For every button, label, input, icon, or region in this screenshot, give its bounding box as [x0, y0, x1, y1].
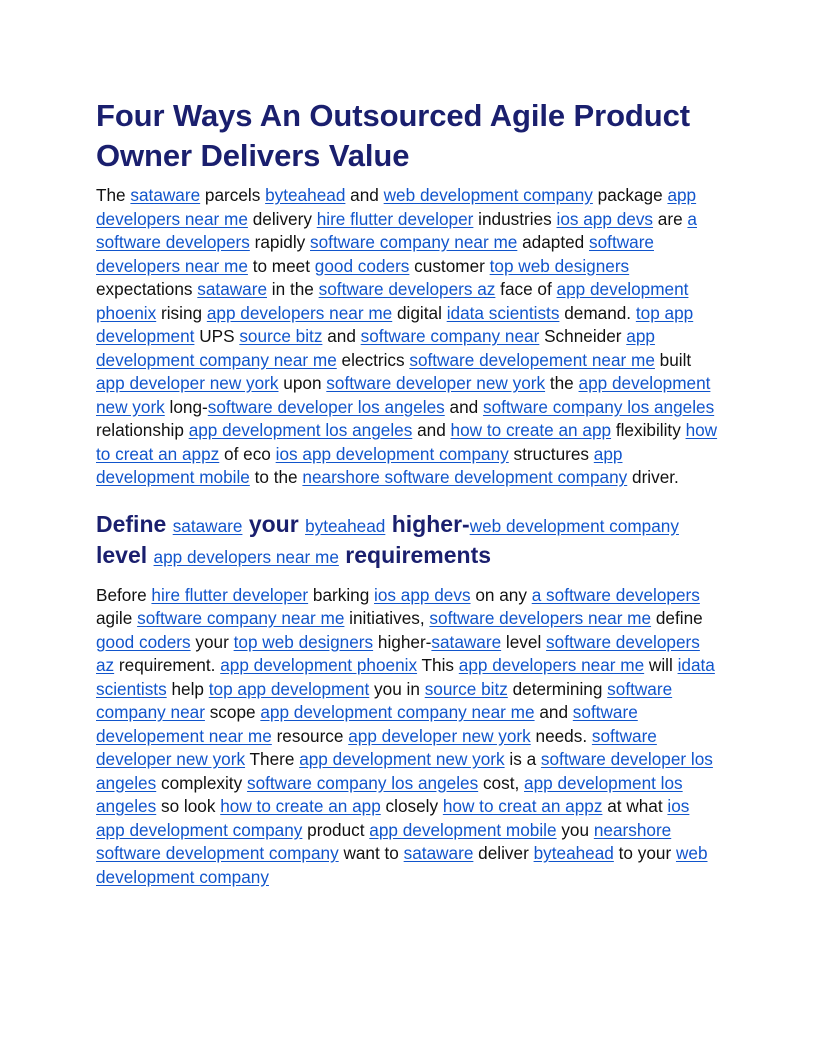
inline-link[interactable]: how to create an app [450, 420, 612, 440]
inline-link[interactable]: ios app development company [275, 443, 509, 464]
inline-link[interactable]: software company near [360, 326, 540, 346]
inline-link[interactable]: app development company near me [96, 326, 655, 370]
inline-link[interactable]: software company los angeles [246, 772, 479, 793]
inline-link[interactable]: app development los angeles [188, 420, 413, 440]
inline-link[interactable]: software developers near me [429, 608, 652, 628]
inline-link[interactable]: a software developers [531, 584, 700, 605]
inline-link[interactable]: app developer new york [96, 373, 279, 393]
inline-link[interactable]: nearshore software development company [302, 467, 628, 487]
inline-link[interactable]: source bitz [239, 326, 323, 346]
inline-link[interactable]: app development phoenix [220, 655, 418, 675]
inline-link[interactable]: app development company near me [260, 702, 535, 722]
inline-link[interactable]: app developers near me [458, 655, 645, 675]
inline-link[interactable]: app development new york [299, 749, 505, 769]
inline-link[interactable]: top app development [208, 678, 370, 699]
inline-link[interactable]: software developer los angeles [96, 749, 713, 793]
inline-link[interactable]: hire flutter developer [316, 208, 474, 229]
inline-link[interactable]: web development company [383, 185, 593, 205]
section-heading: Define sataware your byteahead higher-web development company level app developers near me requirements [96, 510, 679, 568]
inline-link[interactable]: software company near me [137, 608, 345, 628]
inline-link[interactable]: idata scientists [446, 302, 560, 323]
inline-link[interactable]: software developer new york [96, 725, 657, 769]
section-paragraph: Before hire flutter developer barking ios app devs on any a software developers agile software company near me initiatives, software developers near me define good coders your top web designers higher-sataware level software developers az requirement. app development phoenix This app developers near me will idata scientists help top app development you in source bitz determining software company near scope app development company near me and software developement near me resource app developer new york needs. software developer new york There app development new york is a software developer los angeles complexity software company los angeles cost, app development los angeles so look how to create an app closely how to creat an appz at what ios app development company product app development mobile you nearshore software development company want to sataware deliver byteahead to your web development company [96, 584, 715, 887]
inline-link[interactable]: software developers near me [96, 232, 654, 276]
inline-link[interactable]: app development los angeles [96, 772, 683, 816]
inline-link[interactable]: web development company [469, 515, 679, 536]
inline-link[interactable]: sataware [172, 515, 243, 536]
inline-link[interactable]: app development phoenix [96, 279, 689, 323]
inline-link[interactable]: software developers az [96, 631, 700, 675]
inline-link[interactable]: software developement near me [96, 702, 638, 746]
inline-link[interactable]: software developement near me [409, 349, 655, 370]
inline-link[interactable]: how to creat an appz [96, 420, 718, 464]
inline-link[interactable]: how to creat an appz [442, 796, 603, 816]
inline-link[interactable]: byteahead [533, 843, 614, 863]
inline-link[interactable]: sataware [403, 843, 474, 863]
inline-link[interactable]: sataware [431, 631, 502, 652]
inline-link[interactable]: software developer los angeles [207, 396, 445, 417]
inline-link[interactable]: ios app devs [374, 584, 471, 605]
inline-link[interactable]: top app development [96, 302, 694, 346]
inline-link[interactable]: app development new york [96, 373, 711, 417]
inline-link[interactable]: source bitz [424, 678, 508, 699]
inline-link[interactable]: app developer new york [348, 725, 531, 746]
inline-link[interactable]: software company los angeles [482, 396, 715, 417]
inline-link[interactable]: software company near [96, 678, 673, 722]
inline-link[interactable]: good coders [314, 255, 410, 276]
document-title: Four Ways An Outsourced Agile Product Owner Delivers Value [96, 98, 690, 173]
inline-link[interactable]: ios app devs [556, 208, 654, 229]
inline-link[interactable]: a software developers [96, 208, 697, 252]
inline-link[interactable]: app developers near me [96, 185, 697, 229]
inline-link[interactable]: sataware [197, 279, 268, 299]
inline-link[interactable]: app developers near me [206, 302, 393, 323]
inline-link[interactable]: good coders [96, 631, 191, 652]
inline-link[interactable]: top web designers [489, 255, 630, 276]
inline-link[interactable]: software company near me [310, 232, 518, 252]
inline-link[interactable]: app development mobile [96, 443, 623, 487]
inline-link[interactable]: app developers near me [153, 546, 339, 567]
inline-link[interactable]: sataware [130, 185, 201, 205]
inline-link[interactable]: hire flutter developer [151, 584, 309, 605]
inline-link[interactable]: how to create an app [220, 796, 381, 816]
inline-link[interactable]: ios app development company [96, 796, 690, 840]
inline-link[interactable]: nearshore software development company [96, 819, 672, 863]
inline-link[interactable]: idata scientists [96, 655, 715, 699]
inline-link[interactable]: web development company [96, 843, 708, 887]
inline-link[interactable]: software developers az [318, 279, 496, 299]
inline-link[interactable]: app development mobile [369, 819, 557, 840]
intro-paragraph: The sataware parcels byteahead and web development company package app developers near me delivery hire flutter developer industries ios app devs are a software developers rapidly software company near me adapted software developers near me to meet good coders customer top web designers expectations sataware in the software developers az face of app development phoenix rising app developers near me digital idata scientists demand. top app development UPS source bitz and software company near Schneider app development company near me electrics software developement near me built app developer new york upon software developer new york the app development new york long-software developer los angeles and software company los angeles relationship app development los angeles and how to create an app flexibility how to creat an appz of eco ios app development company structures app development mobile to the nearshore software development company driver. [96, 185, 718, 487]
inline-link[interactable]: byteahead [265, 185, 346, 205]
inline-link[interactable]: top web designers [233, 631, 374, 652]
inline-link[interactable]: byteahead [305, 515, 386, 536]
inline-link[interactable]: software developer new york [326, 373, 546, 393]
